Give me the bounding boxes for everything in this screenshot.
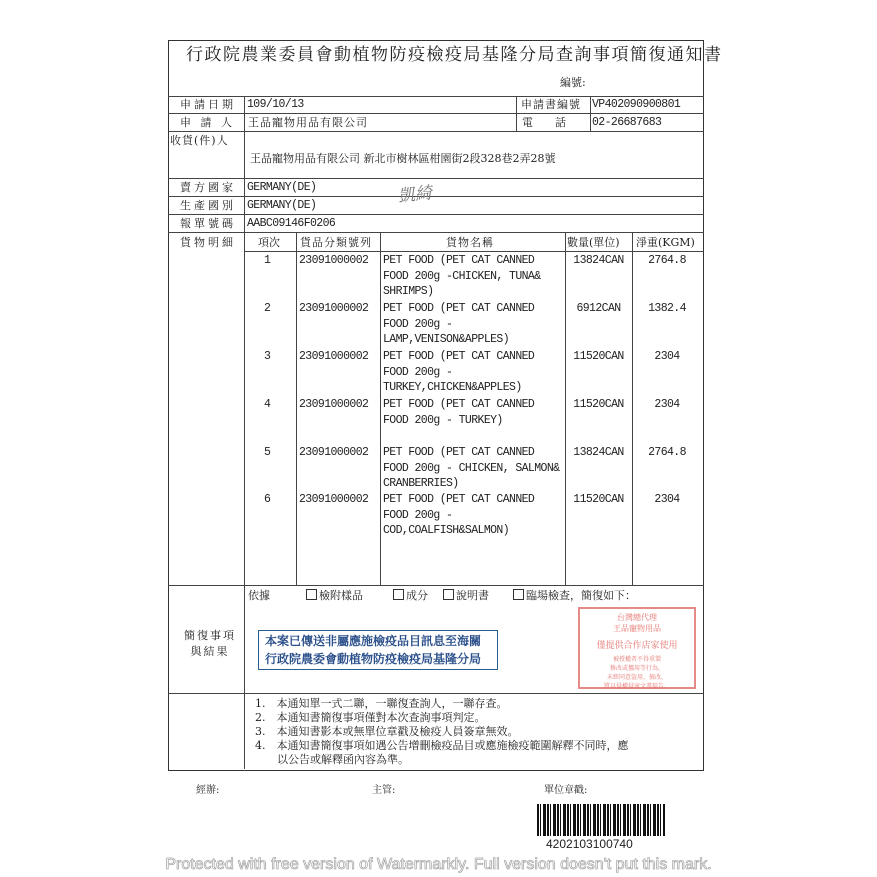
row-name: PET FOOD (PET CAT CANNED FOOD 200g - COD,COALFISH&SALMON) [383, 493, 535, 537]
row-qty: 13824CAN [573, 254, 624, 267]
row-qty: 6912CAN [576, 302, 621, 315]
row-name: PET FOOD (PET CAT CANNED FOOD 200g - TURKEY,CHICKEN&APPLES) [383, 350, 535, 394]
row-no: 2 [264, 302, 271, 315]
row-no: 1 [264, 254, 271, 267]
apply-date-value: 109/10/13 [247, 98, 304, 111]
row-qty: 11520CAN [573, 350, 624, 363]
origin-value: GERMANY(DE) [247, 199, 317, 212]
row-code: 23091000002 [299, 254, 369, 267]
row-qty: 11520CAN [573, 493, 624, 506]
col-header-no: 項次 [258, 236, 280, 249]
supervisor-label: 主管: [372, 785, 396, 796]
checkbox-icon[interactable] [393, 589, 404, 600]
barcode-number: 4202103100740 [546, 837, 633, 851]
col-header-code: 貨品分類號列 [300, 236, 372, 249]
col-header-weight: 淨重(KGM) [636, 236, 695, 249]
row-no: 5 [264, 446, 271, 459]
row-weight: 2304 [654, 398, 680, 411]
document-title: 行政院農業委員會動植物防疫檢疫局基隆分局查詢事項簡復通知書 [186, 45, 723, 65]
form-no-label: 申請書編號 [521, 98, 581, 111]
serial-label: 編號: [560, 76, 586, 89]
notes-list [255, 697, 629, 767]
row-qty: 13824CAN [573, 446, 624, 459]
seller-country-value: GERMANY(DE) [247, 181, 317, 194]
row-no: 4 [264, 398, 271, 411]
checkbox-icon[interactable] [443, 589, 454, 600]
declaration-value: AABC09146F0206 [247, 217, 336, 230]
phone-value: 02-26687683 [592, 116, 662, 129]
row-code: 23091000002 [299, 350, 369, 363]
declaration-label: 報單號碼 [180, 217, 236, 230]
row-name: PET FOOD (PET CAT CANNED FOOD 200g -CHICKEN, TUNA& SHRIMPS) [383, 254, 541, 298]
col-header-name: 貨物名稱 [446, 236, 494, 249]
unit-seal-label: 單位章戳: [544, 785, 588, 796]
note-item: 3. 本通知書影本或無單位章戳及檢疫人員簽章無效。 [255, 725, 519, 738]
row-name: PET FOOD (PET CAT CANNED FOOD 200g - LAMP,VENISON&APPLES) [383, 302, 535, 346]
row-code: 23091000002 [299, 398, 369, 411]
row-weight: 2764.8 [648, 446, 686, 459]
consignee-label: 收貨(件)人 [170, 134, 229, 147]
checkbox-icon[interactable] [306, 589, 317, 600]
row-qty: 11520CAN [573, 398, 624, 411]
note-item: 1. 本通知單一式二聯，一聯復查詢人，一聯存查。 [255, 697, 508, 710]
option-sample[interactable]: 檢附樣品 [306, 589, 363, 603]
applicant-label: 申 請 人 [180, 116, 235, 129]
option-ingredients[interactable]: 成分 [393, 589, 428, 603]
row-weight: 2304 [654, 493, 680, 506]
row-name: PET FOOD (PET CAT CANNED FOOD 200g - TURKEY) [383, 398, 535, 427]
watermark: Protected with free version of Watermarkly. Full version doesn't put this mark. [165, 856, 712, 873]
checkbox-icon[interactable] [513, 589, 524, 600]
handler-label: 經辦: [196, 785, 220, 796]
origin-label: 生產國別 [180, 199, 236, 212]
row-weight: 1382.4 [648, 302, 686, 315]
option-manual[interactable]: 說明書 [443, 589, 489, 603]
row-no: 3 [264, 350, 271, 363]
quarantine-stamp: 本案已傳送非屬應施檢疫品目訊息至海關 行政院農委會動植物防疫檢疫局基隆分局 [258, 630, 498, 670]
row-no: 6 [264, 493, 271, 506]
form-no-value: VP402090900801 [592, 98, 681, 111]
note-item: 4. 本通知書簡復事項如遇公告增刪檢疫品目或應施檢疫範圍解釋不同時，應 [255, 739, 629, 752]
barcode [537, 804, 665, 836]
applicant-value: 王品寵物用品有限公司 [248, 116, 368, 129]
row-weight: 2304 [654, 350, 680, 363]
distributor-stamp: 台灣總代理 王品寵物用品 僅提供合作店家使用 被授權者不得重製 修改或挪用等行為， 未經同意盜用、擅改， 將以侵權侵害文書提告。 [578, 607, 696, 689]
goods-section-label: 貨物明細 [180, 236, 236, 249]
col-header-qty: 數量(單位) [567, 236, 620, 249]
row-weight: 2764.8 [648, 254, 686, 267]
row-code: 23091000002 [299, 493, 369, 506]
basis-label: 依據 [248, 589, 270, 602]
option-onsite[interactable]: 臨場檢查，簡復如下： [513, 589, 636, 603]
row-name: PET FOOD (PET CAT CANNED FOOD 200g - CHICKEN, SALMON& CRANBERRIES) [383, 446, 560, 490]
row-code: 23091000002 [299, 446, 369, 459]
row-code: 23091000002 [299, 302, 369, 315]
note-item: 以公告或解釋函內容為準。 [255, 753, 409, 766]
phone-label: 電 話 [522, 116, 566, 129]
seller-country-label: 賣方國家 [180, 181, 236, 194]
consignee-value: 王品寵物用品有限公司 新北市樹林區柑園街2段328巷2弄28號 [250, 152, 556, 165]
handwritten-signature: 凱綺 [397, 183, 433, 207]
apply-date-label: 申請日期 [180, 98, 236, 111]
result-label: 簡復事項 與結果 [184, 629, 236, 658]
note-item: 2. 本通知書簡復事項僅對本次查詢事項判定。 [255, 711, 486, 724]
